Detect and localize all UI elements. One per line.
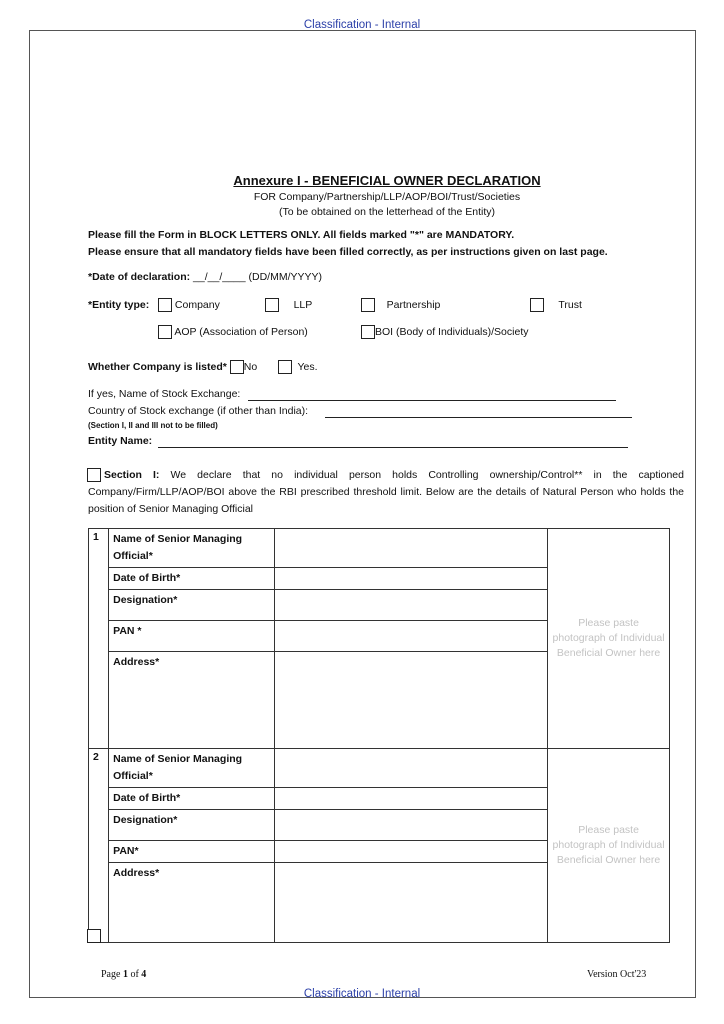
date-field[interactable]: __/__/____ (DD/MM/YYYY) (193, 271, 323, 283)
designation-label: Designation* (109, 810, 275, 841)
instruction-line-2: Please ensure that all mandatory fields have been filled correctly, as per instructions given on last page. (88, 246, 608, 258)
address-field[interactable] (275, 863, 548, 943)
name-label: Name of Senior Managing Official* (109, 529, 275, 568)
option-label: Partnership (386, 298, 441, 311)
form-title: Annexure I - BENEFICIAL OWNER DECLARATION (233, 173, 541, 188)
option-label: Company (174, 298, 220, 311)
page-number (101, 969, 146, 980)
dob-label: Date of Birth* (109, 788, 275, 810)
checkbox-llp[interactable] (265, 298, 279, 312)
checkbox-listed-yes[interactable] (278, 360, 292, 374)
row-number: 1 (89, 529, 109, 749)
entity-type-label (88, 299, 149, 311)
section-1-text (88, 467, 684, 518)
beneficial-owner-table (88, 528, 670, 943)
entity-option-boi[interactable] (361, 325, 529, 339)
country-label: Country of Stock exchange (if other than India): (88, 405, 309, 417)
dob-label: Date of Birth* (109, 568, 275, 590)
mandatory-asterisk: * (88, 271, 93, 283)
dob-field[interactable] (275, 788, 548, 810)
checkbox-boi[interactable] (361, 325, 375, 339)
entity-type-text: Entity type: (92, 299, 150, 311)
listed-question (88, 360, 318, 374)
stock-exchange-label: If yes, Name of Stock Exchange: (88, 388, 241, 400)
version: Version Oct'23 (587, 969, 647, 980)
page-of: of (127, 969, 142, 980)
address-label: Address* (109, 863, 275, 943)
name-field[interactable] (275, 529, 548, 568)
checkbox-partnership[interactable] (361, 298, 375, 312)
checkbox-aop[interactable] (158, 325, 172, 339)
listed-no-label: No (243, 360, 258, 373)
checkbox-company[interactable] (158, 298, 172, 312)
option-label: BOI (Body of Individuals)/Society (375, 325, 529, 338)
option-label: Trust (558, 298, 582, 311)
sections-note: (Section I, II and III not to be filled) (88, 421, 218, 430)
country-field[interactable] (325, 417, 632, 418)
date-label: Date of declaration: (92, 271, 191, 283)
listed-label: Whether Company is listed (88, 360, 223, 373)
pan-label: PAN* (109, 841, 275, 863)
pan-label: PAN * (109, 621, 275, 652)
date-of-declaration (88, 271, 322, 283)
form-subtitle: FOR Company/Partnership/LLP/AOP/BOI/Trust/Societies (253, 191, 521, 203)
section-1-heading: Section I: (104, 469, 160, 481)
mandatory-asterisk: * (222, 360, 227, 373)
table-row (89, 529, 670, 568)
entity-name-label: Entity Name: (88, 435, 153, 447)
entity-name-field[interactable] (158, 447, 628, 448)
option-label: LLP (293, 298, 313, 311)
checkbox-trust[interactable] (530, 298, 544, 312)
stock-exchange-field[interactable] (248, 400, 616, 401)
entity-option-partnership[interactable] (361, 298, 440, 312)
section-1-body: We declare that no individual person holds Controlling ownership/Control** in the captioned Company/Firm/LLP/AOP/BOI above the RBI prescribed threshold limit. Below are the details of Natural Person who holds the position of Senior Managing Official (88, 469, 684, 515)
form-subtitle-note: (To be obtained on the letterhead of the Entity) (279, 206, 495, 218)
entity-option-llp[interactable] (265, 298, 312, 312)
designation-field[interactable] (275, 590, 548, 621)
page-total: 4 (141, 969, 147, 980)
designation-field[interactable] (275, 810, 548, 841)
entity-option-company[interactable] (158, 298, 220, 312)
dob-field[interactable] (275, 568, 548, 590)
instruction-line-1: Please fill the Form in BLOCK LETTERS ONLY. All fields marked "*" are MANDATORY. (88, 229, 515, 241)
table-row (89, 749, 670, 788)
entity-option-aop[interactable] (158, 325, 308, 339)
name-label: Name of Senior Managing Official* (109, 749, 275, 788)
photo-placeholder[interactable]: Please paste photograph of Individual Beneficial Owner here (548, 529, 670, 749)
checkbox-listed-no[interactable] (230, 360, 244, 374)
page-prefix: Page (101, 969, 123, 980)
pan-field[interactable] (275, 621, 548, 652)
option-label: AOP (Association of Person) (174, 325, 308, 338)
address-label: Address* (109, 652, 275, 749)
checkbox-next-section[interactable] (87, 929, 101, 943)
row-number: 2 (89, 749, 109, 943)
page-current: 1 (122, 969, 128, 980)
classification-footer: Classification - Internal (303, 988, 421, 1000)
classification-header: Classification - Internal (303, 19, 421, 31)
pan-field[interactable] (275, 841, 548, 863)
entity-option-trust[interactable] (530, 298, 582, 312)
name-field[interactable] (275, 749, 548, 788)
listed-yes-label: Yes. (297, 360, 318, 373)
designation-label: Designation* (109, 590, 275, 621)
photo-placeholder[interactable]: Please paste photograph of Individual Beneficial Owner here (548, 749, 670, 943)
address-field[interactable] (275, 652, 548, 749)
mandatory-asterisk: * (88, 299, 93, 311)
